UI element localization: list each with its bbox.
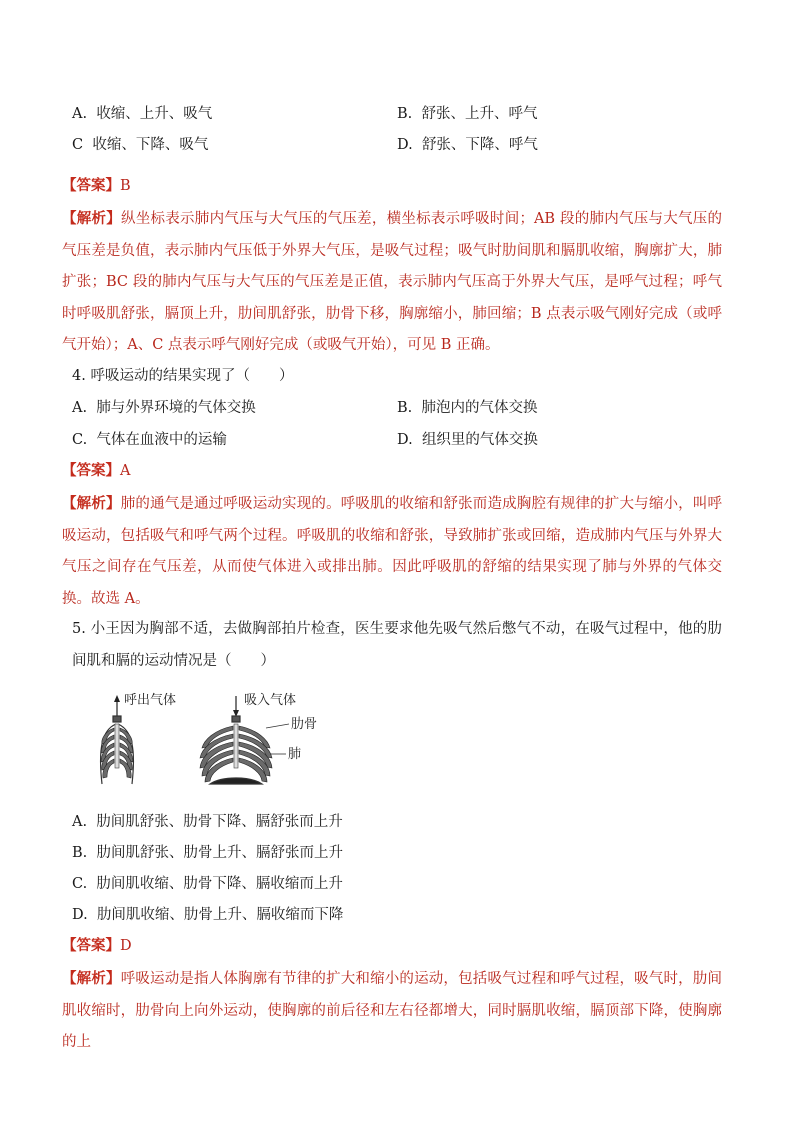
q3-option-b: B. 舒张、上升、呼气 <box>397 106 538 122</box>
ribcage-figure <box>96 688 396 798</box>
q5-answer: 【答案】D <box>62 937 132 954</box>
q4-option-d: D. 组织里的气体交换 <box>397 432 538 448</box>
q3-option-d: D. 舒张、下降、呼气 <box>397 137 538 153</box>
q4-analysis: 【解析】肺的通气是通过呼吸运动实现的。呼吸肌的收缩和舒张而造成胸腔有规律的扩大与缩小，叫呼吸运动，包括吸气和呼气两个过程。呼吸肌的收缩和舒张，导致肺扩张或回缩，造成肺内气压与外界大气压之间存在气压差，从而使气体进入或排出肺。因此呼吸肌的舒缩的结果实现了肺与外界的气体交换。故选 A。 <box>62 495 723 607</box>
q5-analysis: 【解析】呼吸运动是指人体胸廓有节律的扩大和缩小的运动，包括吸气过程和呼气过程，吸气时，肋间肌收缩时，肋骨向上向外运动，使胸廓的前后径和左右径都增大，同时膈肌收缩，膈顶部下降，使胸廓的上 <box>62 970 723 1050</box>
q3-option-c: C 收缩、下降、吸气 <box>72 137 209 153</box>
lung-label: 肺 <box>288 747 302 762</box>
q5-option-d: D. 肋间肌收缩、肋骨上升、膈收缩而下降 <box>72 907 344 923</box>
q3-analysis: 【解析】纵坐标表示肺内气压与大气压的气压差，横坐标表示呼吸时间；AB 段的肺内气压与大气压的气压差是负值，表示肺内气压低于外界大气压，是吸气过程；吸气时肋间肌和膈肌收缩，胸廓扩大，肺扩张；BC 段的肺内气压与大气压的气压差是正值，表示肺内气压高于外界大气压，是呼气过程；呼气时呼吸肌舒张，膈顶上升，肋间肌舒张，肋骨下移，胸廓缩小，肺回缩；B 点表示吸气刚好完成（或呼气开始）；A、C 点表示呼气刚好完成（或吸气开始），可见 B 正确。 <box>62 210 723 353</box>
q5-option-a: A. 肋间肌舒张、肋骨下降、膈舒张而上升 <box>72 814 343 830</box>
ribcage-inhale <box>200 696 289 784</box>
ribcage-exhale <box>101 695 134 784</box>
arrow-up-icon <box>114 695 120 702</box>
q4-option-a: A. 肺与外界环境的气体交换 <box>72 400 256 416</box>
q4-option-c: C. 气体在血液中的运输 <box>72 432 227 448</box>
q4-answer: 【答案】A <box>62 462 131 479</box>
q3-answer: 【答案】B <box>62 177 131 194</box>
rib-label: 肋骨 <box>291 717 318 732</box>
q3-option-a: A. 收缩、上升、吸气 <box>72 106 213 122</box>
q5-option-b: B. 肋间肌舒张、肋骨上升、膈舒张而上升 <box>72 845 343 861</box>
q4-question: 4. 呼吸运动的结果实现了（ ） <box>72 368 294 384</box>
q5-option-c: C. 肋间肌收缩、肋骨下降、膈收缩而上升 <box>72 876 343 892</box>
exhale-label: 呼出气体 <box>124 693 177 708</box>
inhale-label: 吸入气体 <box>244 693 297 708</box>
q5-question: 5. 小王因为胸部不适，去做胸部拍片检查，医生要求他先吸气然后憋气不动，在吸气过程中，他的肋间肌和膈的运动情况是（ ） <box>72 621 722 669</box>
q4-option-b: B. 肺泡内的气体交换 <box>397 400 538 416</box>
